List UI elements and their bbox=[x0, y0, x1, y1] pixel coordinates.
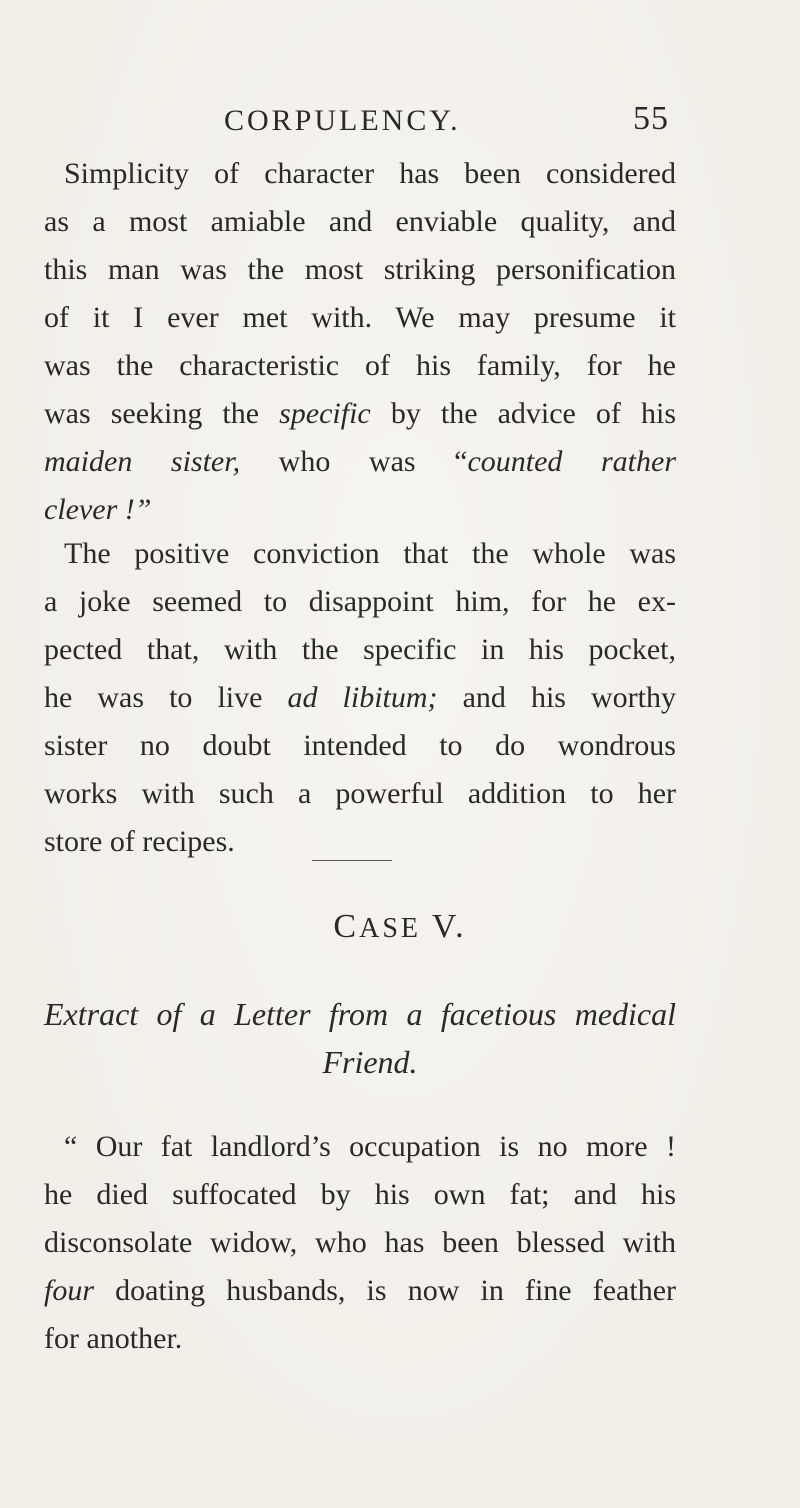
text-line: was the characteristic of his family, for he bbox=[44, 349, 676, 382]
text-line: this man was the most striking personification bbox=[44, 253, 676, 286]
italic-run: specific bbox=[279, 397, 371, 430]
italic-run: ad libitum; bbox=[287, 681, 438, 714]
paragraph-simplicity bbox=[44, 150, 676, 534]
text-line: for another. bbox=[44, 1322, 183, 1355]
text-line: pected that, with the specific in his pocket, bbox=[44, 633, 676, 666]
text-line bbox=[44, 486, 676, 534]
text-line bbox=[44, 390, 676, 438]
case-heading bbox=[0, 908, 800, 946]
text-line: he died suffocated by his own fat; and his bbox=[44, 1178, 676, 1211]
paragraph-landlord bbox=[44, 1123, 676, 1363]
text-line: as a most amiable and enviable quality, and bbox=[44, 205, 676, 238]
text-line: disconsolate widow, who has been blessed with bbox=[44, 1226, 676, 1259]
case-heading-smallcaps: ASE bbox=[359, 913, 422, 944]
italic-run: counted rather bbox=[467, 445, 676, 478]
italic-run: four bbox=[44, 1274, 95, 1307]
page-number: 55 bbox=[633, 100, 669, 137]
text-line bbox=[44, 1267, 676, 1315]
running-title: CORPULENCY. bbox=[224, 104, 461, 137]
case-heading-initial: C bbox=[333, 908, 360, 945]
text-run: who was “ bbox=[240, 445, 468, 478]
case-subheading bbox=[44, 990, 676, 1086]
text-line: “ Our fat landlord’s occupation is no more ! bbox=[64, 1130, 676, 1163]
subheading-line: Friend. bbox=[322, 1044, 418, 1080]
section-divider bbox=[312, 860, 392, 861]
text-line bbox=[44, 438, 676, 486]
italic-run: maiden sister, bbox=[44, 445, 241, 478]
paragraph-conviction bbox=[44, 530, 676, 866]
text-line: sister no doubt intended to do wondrous bbox=[44, 729, 676, 762]
text-run: by the advice of his bbox=[370, 397, 676, 430]
text-line: store of recipes. bbox=[44, 825, 235, 858]
text-line bbox=[44, 674, 676, 722]
text-line: The positive conviction that the whole was bbox=[64, 537, 676, 570]
italic-run: clever !” bbox=[44, 493, 152, 526]
text-line: Simplicity of character has been considered bbox=[64, 157, 676, 190]
text-run: and his worthy bbox=[437, 681, 676, 714]
text-line: works with such a powerful addition to her bbox=[44, 777, 676, 810]
page-header bbox=[0, 100, 800, 144]
text-run: was seeking the bbox=[44, 397, 280, 430]
text-line: of it I ever met with. We may presume it bbox=[44, 301, 676, 334]
case-heading-number: V. bbox=[421, 908, 467, 945]
text-run: doating husbands, is now in fine feather bbox=[94, 1274, 676, 1307]
subheading-line: Extract of a Letter from a facetious medical bbox=[44, 996, 676, 1032]
text-line: a joke seemed to disappoint him, for he ex- bbox=[44, 585, 676, 618]
text-run: he was to live bbox=[44, 681, 288, 714]
